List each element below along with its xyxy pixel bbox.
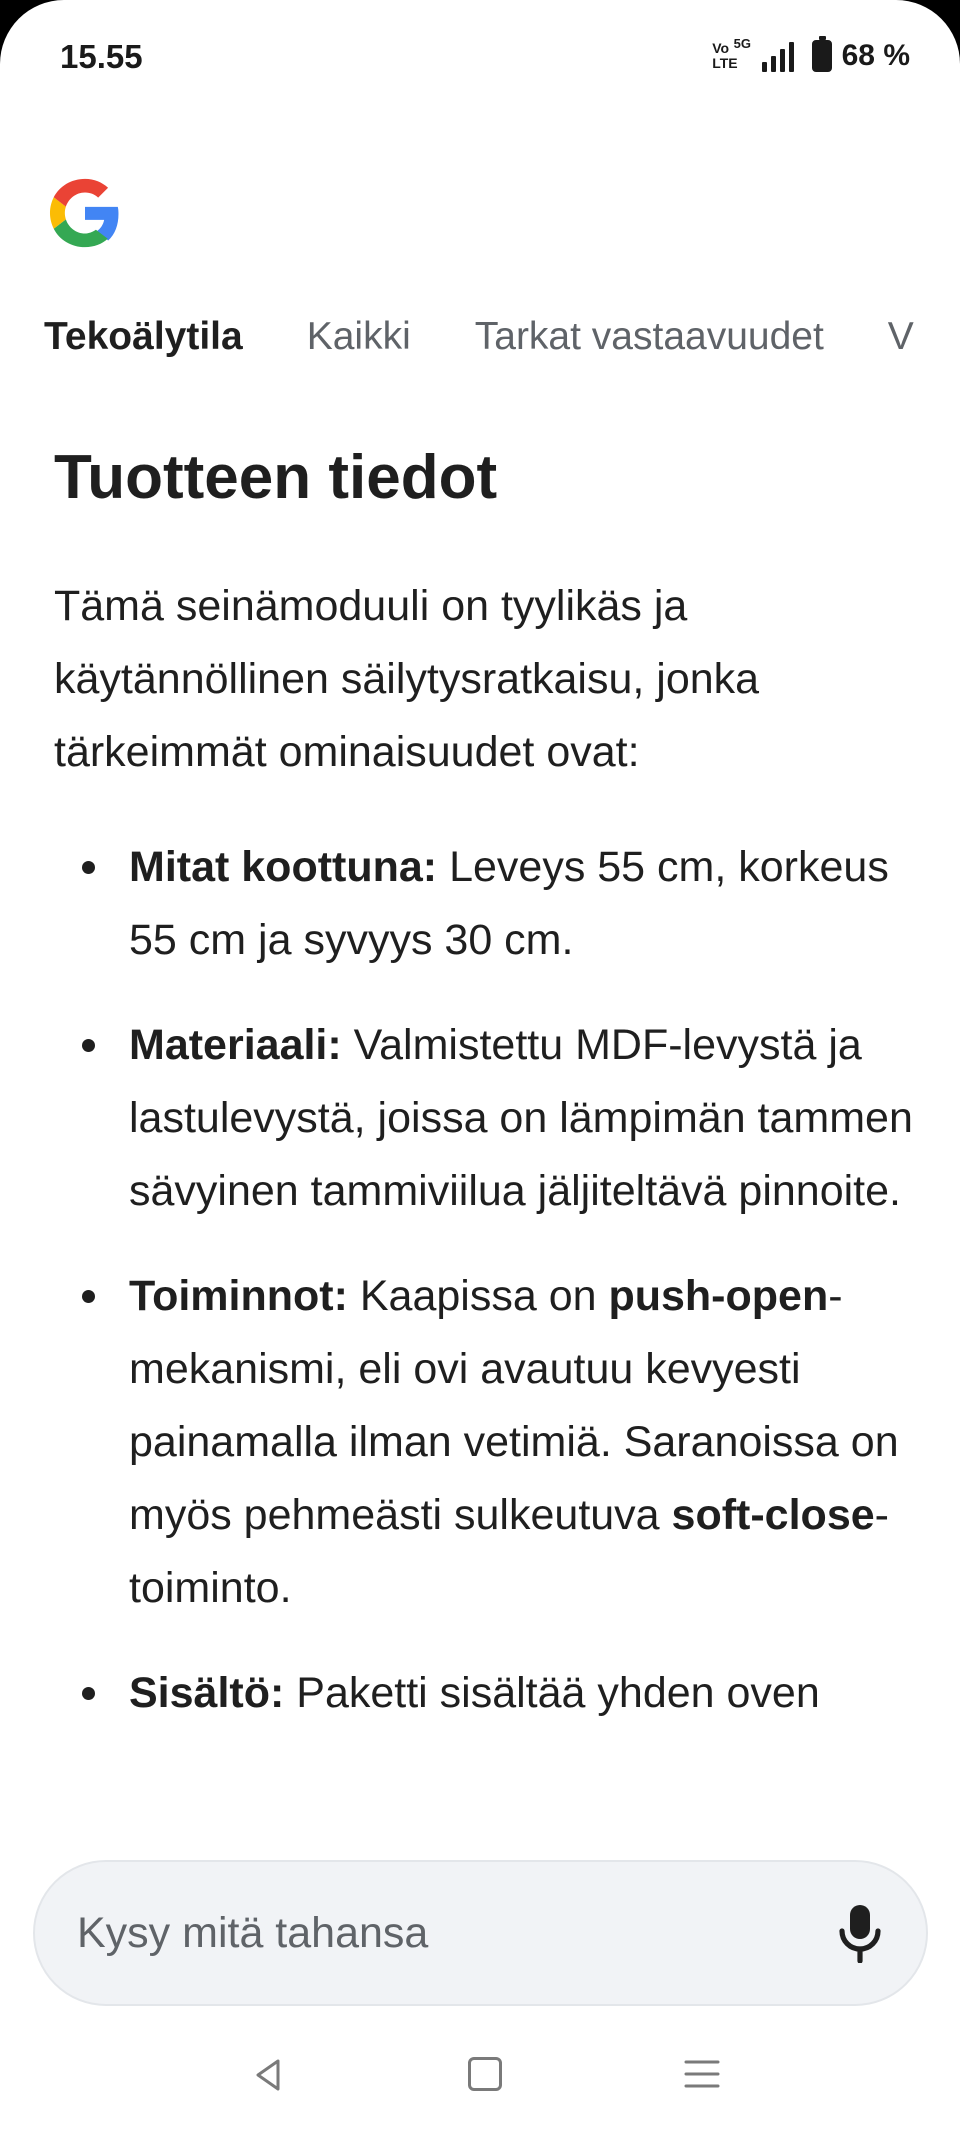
ask-input[interactable]: [33, 1860, 928, 2006]
answer-title: Tuotteen tiedot: [54, 443, 498, 512]
bullet-bold: soft-close: [671, 1491, 875, 1539]
bullet-text: -toiminto.: [129, 1491, 889, 1612]
list-item: [54, 1009, 914, 1228]
list-item: [54, 1657, 914, 1730]
ask-placeholder: Kysy mitä tahansa: [77, 1908, 429, 1957]
bullet-text: Leveys 55 cm, korkeus 55 cm ja syvyys 30 cm.: [129, 843, 889, 964]
battery-percent: 68 %: [841, 39, 910, 72]
tab-more[interactable]: V: [887, 315, 914, 358]
back-triangle-icon[interactable]: [248, 2055, 288, 2095]
tab-exact-matches[interactable]: Tarkat vastaavuudet: [474, 315, 824, 358]
home-square-icon[interactable]: [468, 2057, 502, 2091]
feature-list: [54, 831, 914, 1730]
bullet-text: Paketti sisältää yhden oven: [284, 1669, 820, 1717]
signal-icon: [733, 36, 794, 72]
volte-top: Vo: [712, 40, 730, 56]
bullet-label: Sisältö:: [129, 1669, 285, 1717]
system-nav-bar: [0, 2040, 960, 2146]
list-item: [54, 1260, 914, 1625]
answer-content: [54, 440, 914, 1762]
bullet-bold: push-open: [608, 1272, 829, 1320]
tab-ai-mode[interactable]: Tekoälytila: [44, 315, 243, 358]
battery-icon: [812, 40, 832, 72]
bullet-text: Valmistettu MDF-levystä ja lastulevystä, joissa on lämpimän tammen sävyinen tammiviilua jäljiteltävä pinnoite.: [129, 1021, 913, 1215]
google-g-icon[interactable]: [44, 172, 126, 254]
recents-lines-icon[interactable]: [684, 2058, 720, 2090]
status-time: 15.55: [60, 38, 143, 75]
volte-bottom: LTE: [712, 55, 738, 71]
answer-intro: Tämä seinämoduuli on tyylikäs ja käytännöllinen säilytysratkaisu, jonka tärkeimmät ominaisuudet ovat:: [54, 582, 760, 776]
bullet-text: Kaapissa on: [347, 1272, 609, 1320]
search-tabs: [44, 315, 914, 365]
bullet-label: Mitat koottuna:: [129, 843, 438, 891]
tab-all[interactable]: Kaikki: [306, 315, 411, 358]
network-type: 5G: [733, 36, 751, 51]
bullet-text: -mekanismi, eli ovi avautuu kevyesti painamalla ilman vetimiä. Saranoissa on myös pehmeästi sulkeutuva: [129, 1272, 899, 1539]
bullet-label: Toiminnot:: [129, 1272, 348, 1320]
status-bar: [0, 0, 960, 110]
list-item: [54, 831, 914, 977]
bullet-label: Materiaali:: [129, 1021, 342, 1069]
microphone-icon[interactable]: [836, 1903, 884, 1963]
status-icons: [712, 36, 910, 76]
